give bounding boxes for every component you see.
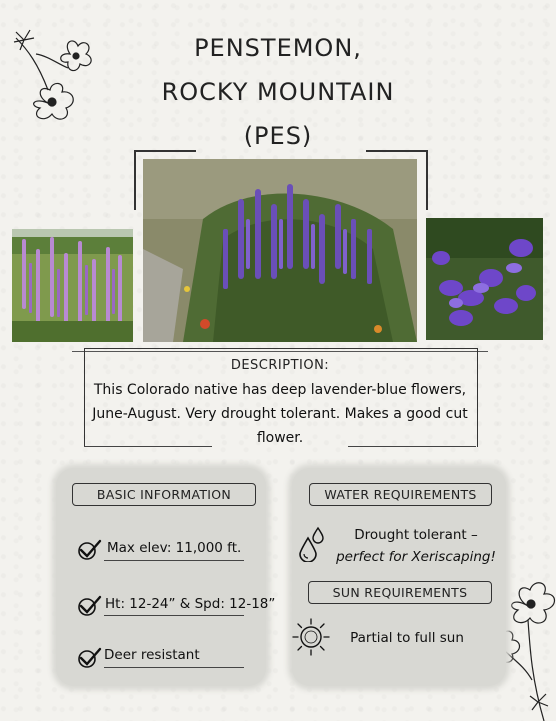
page-title: (PES) <box>243 122 313 150</box>
water-drops-icon <box>298 526 326 562</box>
page-title: ROCKY MOUNTAIN <box>161 78 395 106</box>
checkmark-icon <box>76 538 102 562</box>
plant-photo-main <box>143 159 417 342</box>
divider <box>104 615 244 616</box>
divider <box>348 446 476 447</box>
sun-requirement-text: Partial to full sun <box>350 630 464 646</box>
basic-info-item: Ht: 12-24” & Spd: 12-18” <box>105 596 276 612</box>
checkmark-icon <box>76 646 102 670</box>
sun-icon <box>291 617 331 657</box>
basic-info-item: Deer resistant <box>104 647 200 663</box>
description-box <box>84 348 476 446</box>
description-text: This Colorado native has deep lavender-blue flowers, June-August. Very drought tolerant. Makes a good cut flower. <box>92 382 468 446</box>
sun-requirements-heading: SUN REQUIREMENTS <box>308 581 492 604</box>
description-label: DESCRIPTION: <box>230 358 330 373</box>
checkmark-icon <box>76 594 102 618</box>
basic-information-heading: BASIC INFORMATION <box>72 483 256 506</box>
plant-photo-left <box>12 229 133 342</box>
water-requirement-text-emphasis: perfect for Xeriscaping! <box>336 549 496 565</box>
water-requirement-text: Drought tolerant – <box>354 527 478 543</box>
divider <box>104 667 244 668</box>
page-title: PENSTEMON, <box>194 34 362 62</box>
divider <box>84 446 212 447</box>
divider <box>104 560 244 561</box>
water-requirements-heading: WATER REQUIREMENTS <box>309 483 492 506</box>
plant-photo-right <box>426 218 543 340</box>
basic-info-item: Max elev: 11,000 ft. <box>107 540 242 556</box>
